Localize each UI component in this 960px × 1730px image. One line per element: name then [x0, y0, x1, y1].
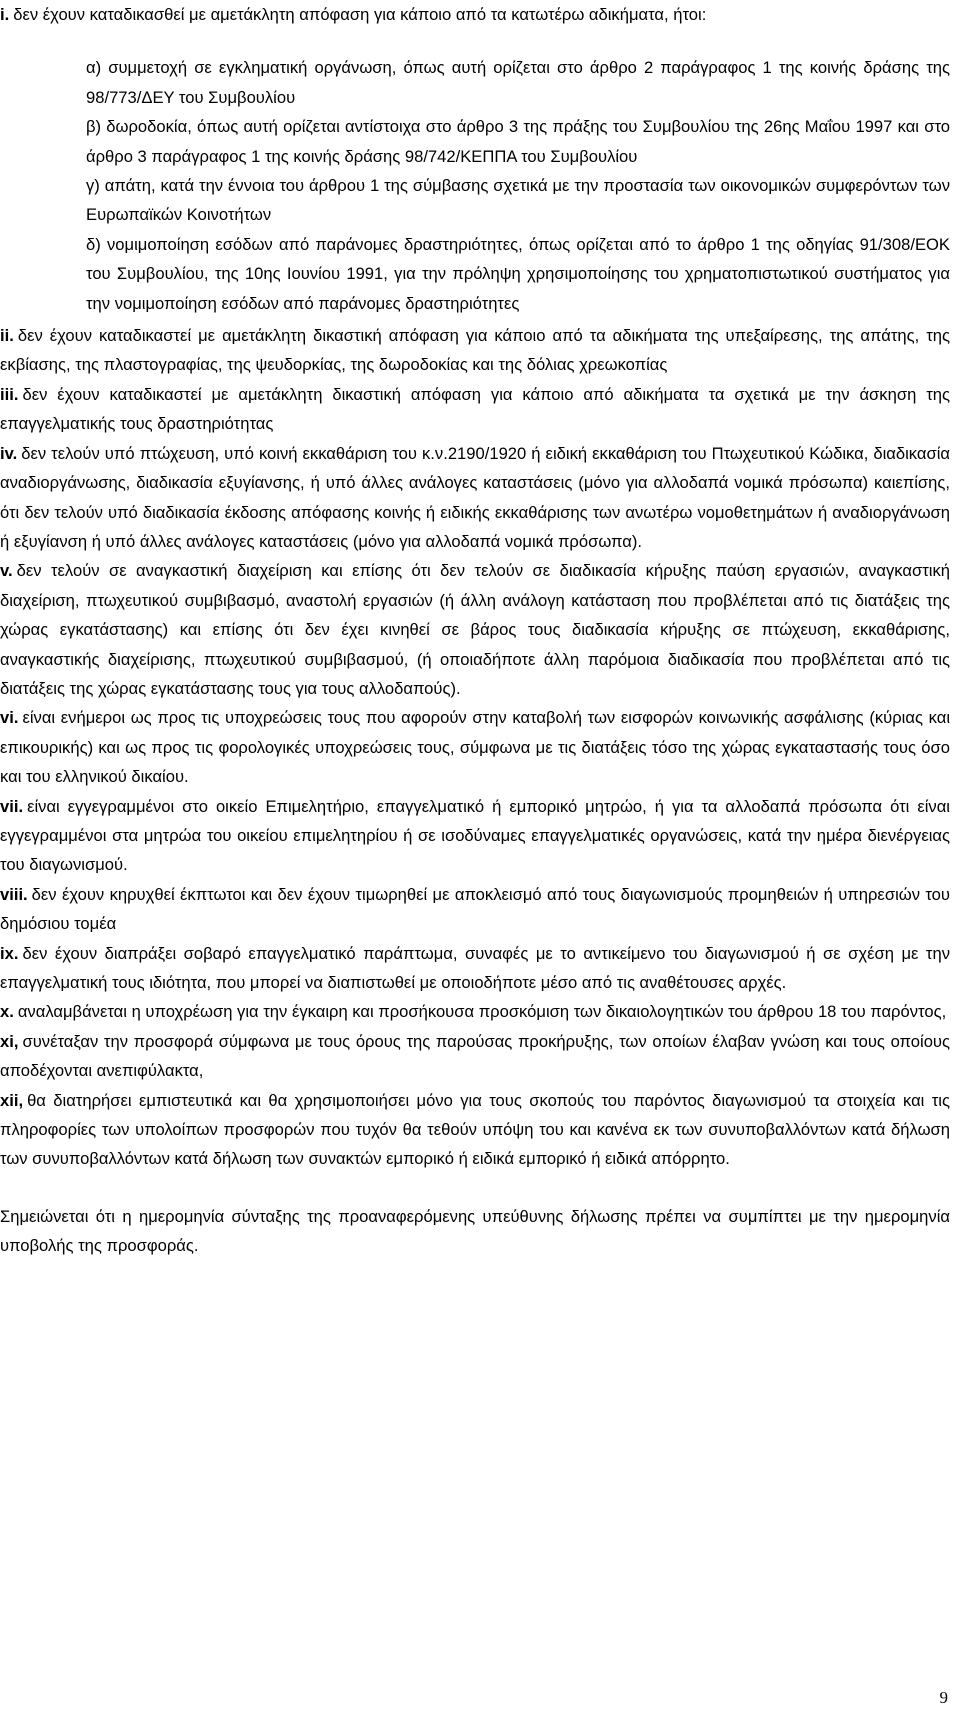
sub-item-c: γ) απάτη, κατά την έννοια του άρθρου 1 της σύμβασης σχετικά με την προστασία των οικονομικών συμφερόντων των Ευρωπαϊκών Κοινοτήτων	[86, 176, 950, 225]
item-marker: ix.	[0, 943, 19, 963]
item-marker: vii.	[0, 796, 24, 816]
list-item-vii	[0, 792, 950, 880]
item-text: αναλαμβάνεται η υποχρέωση για την έγκαιρη και προσήκουσα προσκόμιση των δικαιολογητικών του άρθρου 18 του παρόντος,	[17, 1002, 947, 1022]
list-item-viii	[0, 880, 950, 939]
item-text: δεν τελούν σε αναγκαστική διαχείριση και επίσης ότι δεν τελούν σε διαδικασία κήρυξης παύση εργασιών, αναγκαστική διαχείριση, πτωχευτικού συμβιβασμό, αναστολή εργασιών (ή άλλη ανάλογη κατάσταση που προβλέπεται από τις διατάξεις της χώρας εγκατάστασης) και επίσης ότι δεν έχει κινηθεί σε βάρος τους διαδικασία κήρυξης σε πτώχευση, εκκαθάρισης, αναγκαστικής διαχείρισης, πτωχευτικού συμβιβασμού, (ή οποιαδήποτε άλλη παρόμοια διαδικασία που προβλέπεται από τις διατάξεις της χώρας εγκατάστασης τους για τους αλλοδαπούς).	[0, 561, 950, 698]
item-text: δεν έχουν καταδικαστεί με αμετάκλητη δικαστική απόφαση για κάποιο από αδικήματα τα σχετικά με την άσκηση της επαγγελματικής τους δραστηριότητας	[0, 384, 950, 434]
list-item-iii	[0, 380, 950, 439]
item-marker: xi,	[0, 1031, 19, 1051]
sub-list	[0, 53, 950, 318]
item-marker: v.	[0, 561, 13, 581]
sub-item-d: δ) νομιμοποίηση εσόδων από παράνομες δραστηριότητες, όπως ορίζεται από το άρθρο 1 της οδηγίας 91/308/ΕΟΚ του Συμβουλίου, της 10ης Ιουνίου 1991, για την πρόληψη χρησιμοποίησης του χρηματοπιστωτικού συστήματος για την νομιμοποίηση εσόδων από παράνομες δραστηριότητες	[86, 234, 950, 313]
list-item-vi	[0, 703, 950, 791]
item-marker: viii.	[0, 884, 28, 904]
item-marker: x.	[0, 1002, 14, 1022]
item-marker: i.	[0, 5, 10, 24]
item-text: θα διατηρήσει εμπιστευτικά και θα χρησιμοποιήσει μόνο για τους σκοπούς του παρόντος διαγωνισμού τα στοιχεία και τις πληροφορίες των υπολοίπων προσφορών που τυχόν θα τεθούν υπόψη του και κανένα εκ των συνυποβαλλόντων κατά δήλωση των συνυποβαλλόντων κατά δήλωση των συνακτών εμπορικό ή ειδικά εμπορικό ή ειδικά απόρρητο.	[0, 1090, 950, 1169]
item-text: είναι εγγεγραμμένοι στο οικείο Επιμελητήριο, επαγγελματικό ή εμπορικό μητρώο, ή για τα αλλοδαπά πρόσωπα ότι είναι εγγεγραμμένοι στα μητρώα του οικείου επιμελητηρίου ή σε ισοδύναμες επαγγελματικές οργανώσεις, κατά την ημέρα διενέργειας του διαγωνισμού.	[0, 796, 950, 875]
item-text: είναι ενήμεροι ως προς τις υποχρεώσεις τους που αφορούν στην καταβολή των εισφορών κοινωνικής ασφάλισης (κύριας και επικουρικής) και ως προς τις φορολογικές υποχρεώσεις τους, σύμφωνα με τις διατάξεις τόσο της χώρας εγκαταστασής τους όσο και του ελληνικού δικαίου.	[0, 708, 950, 787]
list-item-xii	[0, 1086, 950, 1174]
item-text: συνέταξαν την προσφορά σύμφωνα με τους όρους της παρούσας προκήρυξης, των οποίων έλαβαν γνώση και τους οποίους αποδέχονται ανεπιφύλακτα,	[0, 1031, 950, 1081]
list-item-ii	[0, 321, 950, 380]
item-text: δεν έχουν καταδικαστεί με αμετάκλητη δικαστική απόφαση για κάποιο από τα αδικήματα της υπεξαίρεσης, της απάτης, της εκβίασης, της πλαστογραφίας, της ψευδορκίας, της δωροδοκίας και της δόλιας χρεωκοπίας	[0, 326, 950, 375]
item-marker: vi.	[0, 708, 19, 728]
sub-item-b: β) δωροδοκία, όπως αυτή ορίζεται αντίστοιχα στο άρθρο 3 της πράξης του Συμβουλίου της 26ης Μαΐου 1997 και στο άρθρο 3 παράγραφος 1 της κοινής δράσης 98/742/ΚΕΠΠΑ του Συμβουλίου	[86, 117, 950, 166]
item-text: δεν έχουν καταδικασθεί με αμετάκλητη απόφαση για κάποιο από τα κατωτέρω αδικήματα, ήτοι:	[13, 5, 707, 24]
list-item-ix	[0, 939, 950, 998]
item-text: δεν έχουν κηρυχθεί έκπτωτοι και δεν έχουν τιμωρηθεί με αποκλεισμό από τους διαγωνισμούς προμηθειών ή υπηρεσιών του δημόσιου τομέα	[0, 884, 950, 934]
item-marker: xii,	[0, 1090, 24, 1110]
closing-note: Σημειώνεται ότι η ημερομηνία σύνταξης της προαναφερόμενης υπεύθυνης δήλωσης πρέπει να συμπίπτει με την ημερομηνία υποβολής της προσφοράς.	[0, 1206, 950, 1256]
sub-item-a: α) συμμετοχή σε εγκληματική οργάνωση, όπως αυτή ορίζεται στο άρθρο 2 παράγραφος 1 της κοινής δράσης της 98/773/ΔΕΥ του Συμβουλίου	[86, 58, 950, 107]
page-number: 9	[939, 1688, 948, 1707]
list-item-iv	[0, 439, 950, 557]
list-item-i	[0, 0, 950, 29]
list-item-v	[0, 556, 950, 703]
item-marker: ii.	[0, 326, 14, 346]
list-item-xi	[0, 1027, 950, 1086]
item-text: δεν τελούν υπό πτώχευση, υπό κοινή εκκαθάριση του κ.ν.2190/1920 ή ειδική εκκαθάριση του Πτωχευτικού Κώδικα, διαδικασία αναδιοργάνωσης, διαδικασία εξυγίανσης, ή υπό άλλες ανάλογες καταστάσεις (μόνο για αλλοδαπά νομικά πρόσωπα) καιεπίσης, ότι δεν τελούν υπό διαδικασία έκδοσης απόφασης κοινής ή ειδικής εκκαθάρισης των ανωτέρω νομοθετημάτων ή αναδιοργάνωση ή εξυγίανση ή υπό άλλες ανάλογες καταστάσεις (μόνο για αλλοδαπά νομικά πρόσωπα).	[0, 443, 950, 551]
item-marker: iv.	[0, 443, 18, 463]
item-marker: iii.	[0, 384, 19, 404]
list-item-x	[0, 997, 950, 1026]
item-text: δεν έχουν διαπράξει σοβαρό επαγγελματικό παράπτωμα, συναφές με το αντικείμενο του διαγωνισμού ή σε σχέση με την επαγγελματική τους ιδιότητα, που μπορεί να διαπιστωθεί με οποιοδήποτε μέσο από τις αναθέτουσες αρχές.	[0, 943, 950, 992]
